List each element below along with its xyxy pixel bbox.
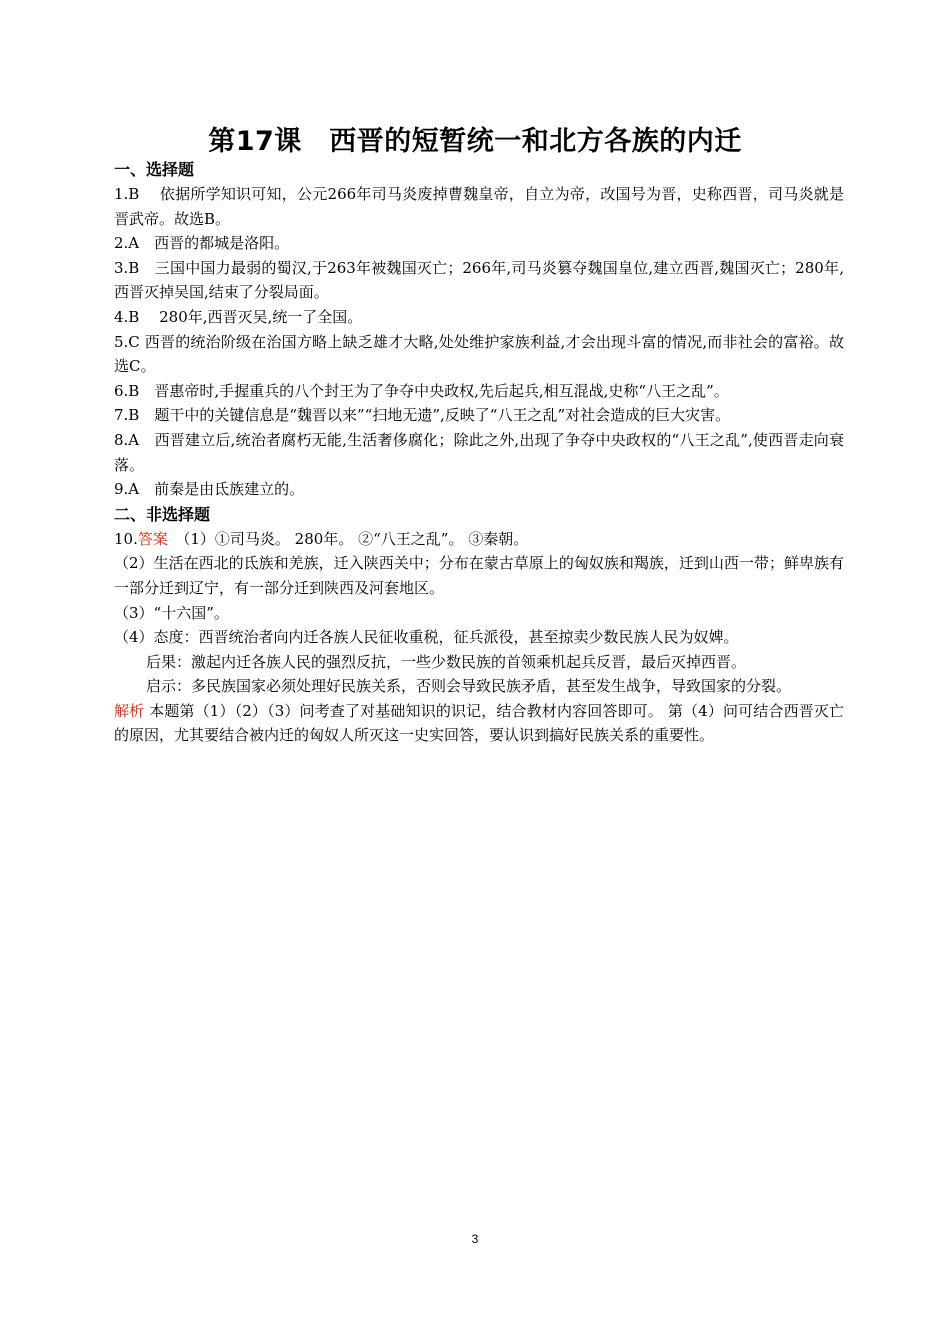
choice-item-8: 8.A 西晋建立后,统治者腐朽无能,生活奢侈腐化；除此之外,出现了争夺中央政权的“八王之乱”,使西晋走向衰落。 [114, 430, 844, 474]
q10-part4-result: 后果：激起内迁各族人民的强烈反抗，一些少数民族的首领乘机起兵反晋，最后灭掉西晋。 [146, 652, 747, 671]
section-heading-choice: 一、选择题 [114, 160, 195, 179]
choice-item-3: 3.B 三国中国力最弱的蜀汉,于263年被魏国灭亡；266年,司马炎篡夺魏国皇位,建立西晋,魏国灭亡；280年,西晋灭掉吴国,结束了分裂局面。 [114, 258, 844, 302]
q10-part4-attitude: （4）态度：西晋统治者向内迁各族人民征收重税，征兵派役，甚至掠卖少数民族人民为奴婢。 [114, 628, 739, 647]
q10-part3: （3）“十六国”。 [114, 603, 229, 622]
q10-part1 [114, 527, 844, 552]
q10-analysis [114, 699, 844, 748]
analysis-text: 本题第（1）（2）（3）问考查了对基础知识的识记，结合教材内容回答即可。 第（4）问可结合西晋灭亡的原因，尤其要结合被内迁的匈奴人所灭这一史实回答，要认识到搞好民族关系的重要性。 [114, 701, 844, 745]
analysis-label: 解析 [114, 701, 145, 720]
q10-part2: （2）生活在西北的氐族和羌族，迁入陕西关中；分布在蒙古草原上的匈奴族和羯族，迁到山西一带；鲜卑族有一部分迁到辽宁，有一部分迁到陕西及河套地区。 [114, 554, 844, 597]
q10-part4-insight: 启示：多民族国家必须处理好民族关系，否则会导致民族矛盾，甚至发生战争，导致国家的分裂。 [146, 677, 792, 696]
choice-item-2: 2.A 西晋的都城是洛阳。 [114, 234, 290, 253]
document-body [114, 157, 844, 748]
choice-item-9: 9.A 前秦是由氐族建立的。 [114, 480, 305, 499]
choice-item-7: 7.B 题干中的关键信息是“魏晋以来”“扫地无遗”,反映了“八王之乱”对社会造成的巨大灾害。 [114, 406, 731, 425]
choice-item-5: 5.C 西晋的统治阶级在治国方略上缺乏雄才大略,处处维护家族利益,才会出现斗富的情况,而非社会的富裕。故选C。 [114, 332, 844, 376]
choice-item-6: 6.B 晋惠帝时,手握重兵的八个封王为了争夺中央政权,先后起兵,相互混战,史称“八王之乱”。 [114, 381, 729, 400]
q10-number: 10. [114, 529, 138, 548]
answer-label: 答案 [137, 529, 168, 548]
page-number: 3 [471, 1232, 479, 1246]
choice-item-1: 1.B 依据所学知识可知，公元266年司马炎废掉曹魏皇帝，自立为帝，改国号为晋，史称西晋，司马炎就是晋武帝。故选B。 [114, 185, 844, 228]
section-heading-nonchoice: 二、非选择题 [114, 504, 211, 524]
q10-part1-text: （1）①司马炎。 280年。 ②“八王之乱”。 ③秦朝。 [167, 529, 529, 548]
choice-item-4: 4.B 280年,西晋灭吴,统一了全国。 [114, 307, 363, 326]
page-title: 第17课 西晋的短暂统一和北方各族的内迁 [208, 126, 742, 157]
